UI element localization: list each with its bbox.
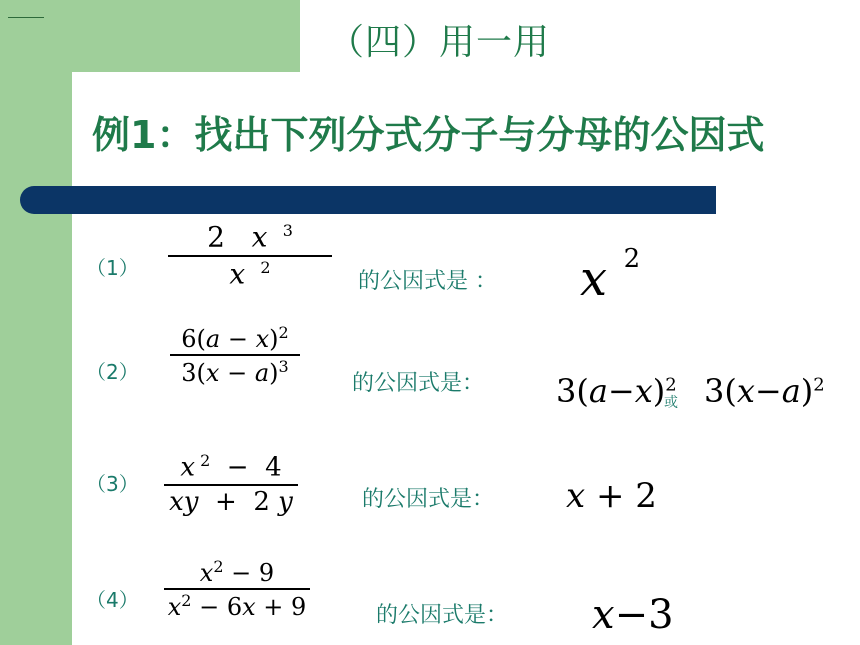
fraction-bar-3 (164, 484, 298, 486)
item-number-1: （1） (86, 256, 139, 280)
denominator-1: x $^2$ (229, 257, 271, 291)
denominator-4: $x^2 - 6x + 9$ (167, 591, 307, 622)
answer-3: x + 2 (566, 476, 657, 516)
corner-rule (8, 17, 44, 18)
fraction-2 (170, 324, 300, 387)
fraction-bar-4 (164, 588, 310, 590)
numerator-1: 2 x $^3$ (207, 220, 293, 254)
answer-2b: $3(x-a)^2$ (704, 372, 825, 410)
divider-bar (20, 186, 716, 214)
answer-2a: $3(a-x)^2$ (556, 372, 677, 410)
example-title: 例1：找出下列分式分子与分母的公因式 (92, 113, 765, 157)
fraction-bar-1 (168, 255, 332, 257)
denominator-3: xy + 2 y (169, 487, 293, 518)
numerator-4: $x^2 - 9$ (199, 557, 275, 587)
fraction-bar-2 (170, 354, 300, 356)
item-label-3: 的公因式是： (362, 487, 495, 512)
answer-4: x−3 (592, 592, 674, 638)
green-left-band (0, 0, 72, 645)
section-title: （四）用一用 (328, 22, 551, 63)
item-number-4: （4） (86, 588, 139, 612)
fraction-4 (164, 558, 310, 621)
denominator-2: $3(x - a)^3$ (181, 357, 289, 388)
numerator-2: $6(a - x)^2$ (181, 323, 289, 353)
item-label-1: 的公因式是 ： (358, 269, 497, 294)
or-text: 或 (664, 395, 678, 411)
item-label-4: 的公因式是： (376, 603, 509, 628)
numerator-3: x $^2$ − 4 (180, 451, 282, 483)
answer-1: x $^2$ (580, 244, 641, 307)
fraction-3 (164, 452, 298, 517)
item-number-3: （3） (86, 472, 139, 496)
fraction-1 (168, 222, 332, 290)
item-number-2: （2） (86, 360, 139, 384)
item-label-2: 的公因式是： (352, 371, 485, 396)
